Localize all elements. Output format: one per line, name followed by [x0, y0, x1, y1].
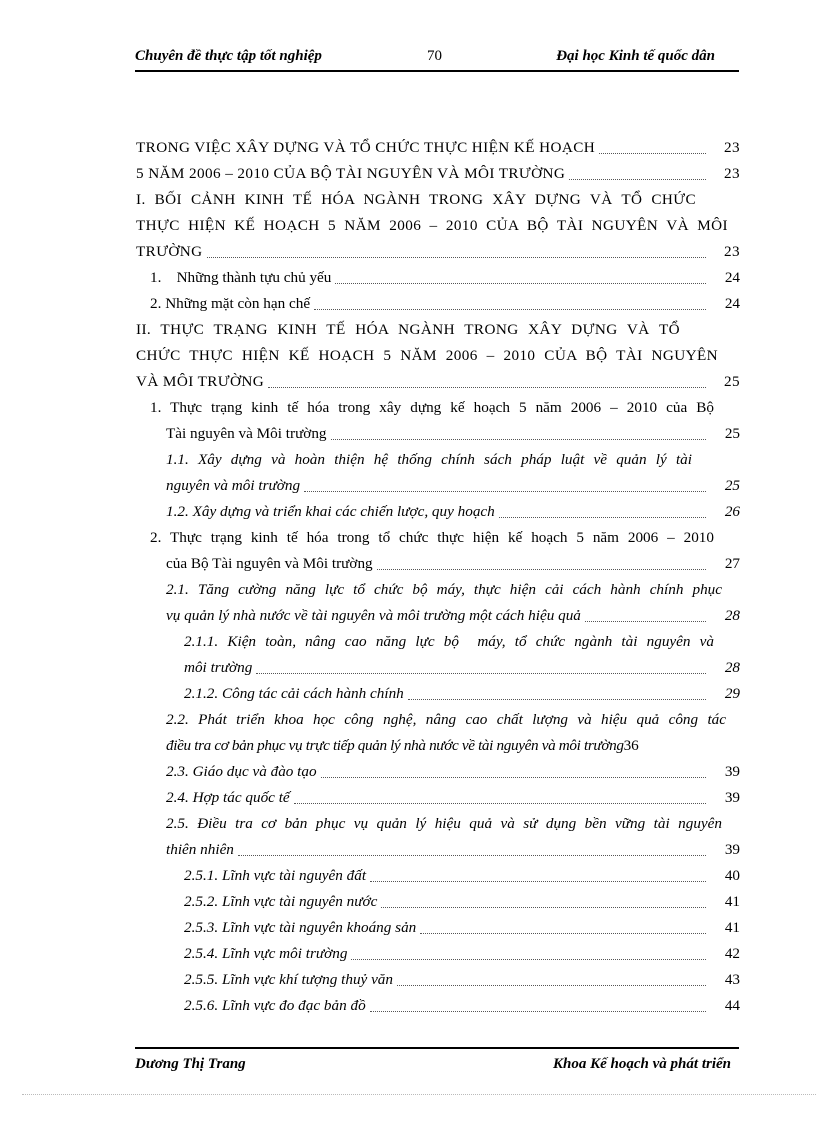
- toc-leader: [377, 568, 706, 570]
- toc-entry-text: 2.3. Giáo dục và đào tạo: [166, 763, 317, 780]
- toc-entry-text: 2. Những mặt còn hạn chế: [150, 295, 311, 312]
- toc-entry-text: Tài nguyên và Môi trường: [166, 425, 327, 442]
- toc-line: [136, 418, 740, 444]
- toc-entry-text: 1.1. Xây dựng và hoàn thiện hệ thống chính sách pháp luật về quản lý tài: [166, 451, 692, 468]
- toc-page-number: 26: [724, 503, 740, 520]
- toc-entry-text: CHỨC THỰC HIỆN KẾ HOẠCH 5 NĂM 2006 – 2010 CỦA BỘ TÀI NGUYÊN: [136, 347, 718, 364]
- toc-line: [136, 158, 740, 184]
- toc-leader: [599, 152, 706, 154]
- toc-entry-text: I. BỐI CẢNH KINH TẾ HÓA NGÀNH TRONG XÂY DỰNG VÀ TỔ CHỨC: [136, 191, 696, 208]
- toc-page-number: 29: [724, 685, 740, 702]
- toc-line: [136, 522, 740, 548]
- toc-entry-text: của Bộ Tài nguyên và Môi trường: [166, 555, 373, 572]
- toc-page-number: 39: [724, 789, 740, 806]
- toc-entry-text: THỰC HIỆN KẾ HOẠCH 5 NĂM 2006 – 2010 CỦA BỘ TÀI NGUYÊN VÀ MÔI: [136, 217, 728, 234]
- header-document-title: Chuyên đề thực tập tốt nghiệp: [135, 48, 322, 64]
- toc-line: [136, 912, 740, 938]
- toc-line: [136, 938, 740, 964]
- footer-author: Dương Thị Trang: [135, 1056, 246, 1072]
- header-university: Đại học Kinh tế quốc dân: [556, 48, 715, 64]
- toc-line: [136, 236, 740, 262]
- toc-entry-text: 2.5.1. Lĩnh vực tài nguyên đất: [184, 867, 367, 884]
- toc-page-number: 44: [724, 997, 740, 1014]
- toc-page-number: 39: [724, 763, 740, 780]
- toc-page-number: 25: [724, 477, 740, 494]
- toc-entry-text: môi trường: [184, 659, 253, 676]
- toc-line: [136, 132, 740, 158]
- page-footer: [135, 1056, 739, 1080]
- toc-leader: [314, 308, 706, 310]
- toc-line: [136, 860, 740, 886]
- header-page-number: 70: [427, 48, 442, 64]
- toc-line: [136, 834, 740, 860]
- toc-leader: [238, 854, 706, 856]
- toc-leader: [408, 698, 706, 700]
- toc-leader: [304, 490, 706, 492]
- toc-page-number: 27: [724, 555, 740, 572]
- table-of-contents: [136, 132, 740, 1016]
- toc-entry-text: 5 NĂM 2006 – 2010 CỦA BỘ TÀI NGUYÊN VÀ MÔI TRƯỜNG: [136, 165, 566, 182]
- toc-line: [136, 366, 740, 392]
- toc-entry-text: nguyên và môi trường: [166, 477, 301, 494]
- toc-line: [136, 210, 740, 236]
- toc-entry-text: 2.5.6. Lĩnh vực đo đạc bản đồ: [184, 997, 366, 1014]
- toc-page-number: 39: [724, 841, 740, 858]
- toc-entry-text: 2.1. Tăng cường năng lực tổ chức bộ máy, thực hiện cải cách hành chính phục: [166, 581, 722, 598]
- toc-line: [136, 288, 740, 314]
- toc-entry-text: 2.4. Hợp tác quốc tế: [166, 789, 290, 806]
- toc-page-number: 25: [724, 425, 740, 442]
- toc-line: [136, 184, 740, 210]
- toc-leader: [420, 932, 706, 934]
- toc-page-number: 43: [724, 971, 740, 988]
- toc-line: [136, 600, 740, 626]
- toc-leader: [499, 516, 706, 518]
- toc-entry-text: 2.5.4. Lĩnh vực môi trường: [184, 945, 348, 962]
- toc-leader: [207, 256, 707, 258]
- toc-page-number: 23: [724, 165, 740, 182]
- header-rule: [135, 70, 739, 72]
- toc-line: [136, 496, 740, 522]
- page-edge-divider: [22, 1094, 816, 1095]
- toc-entry-text: 1. Những thành tựu chủ yếu: [150, 269, 332, 286]
- toc-line: [136, 444, 740, 470]
- page-header: [135, 48, 739, 72]
- toc-line: [136, 392, 740, 418]
- toc-leader: [381, 906, 706, 908]
- footer-rule: [135, 1047, 739, 1049]
- toc-page-number: 41: [724, 919, 740, 936]
- toc-line: [136, 470, 740, 496]
- toc-line: [136, 262, 740, 288]
- toc-leader: [294, 802, 706, 804]
- toc-line: [136, 886, 740, 912]
- footer-faculty: Khoa Kế hoạch và phát triển: [553, 1056, 731, 1072]
- toc-line: [136, 808, 740, 834]
- toc-entry-text: TRƯỜNG: [136, 243, 203, 260]
- toc-page-number: 40: [724, 867, 740, 884]
- toc-entry-text: 1.2. Xây dựng và triển khai các chiến lược, quy hoạch: [166, 503, 495, 520]
- toc-leader: [256, 672, 706, 674]
- toc-leader: [331, 438, 706, 440]
- toc-entry-text: vụ quản lý nhà nước về tài nguyên và môi trường một cách hiệu quả: [166, 607, 581, 624]
- toc-entry-text: 2.5.5. Lĩnh vực khí tượng thuỷ văn: [184, 971, 393, 988]
- toc-leader: [397, 984, 706, 986]
- toc-leader: [268, 386, 706, 388]
- toc-leader: [370, 1010, 706, 1012]
- toc-entry-text: II. THỰC TRẠNG KINH TẾ HÓA NGÀNH TRONG XÂY DỰNG VÀ TỔ: [136, 321, 680, 338]
- toc-line: [136, 314, 740, 340]
- toc-line: [136, 652, 740, 678]
- toc-leader: [585, 620, 706, 622]
- toc-line: [136, 964, 740, 990]
- toc-entry-text: 2.5.2. Lĩnh vực tài nguyên nước: [184, 893, 378, 910]
- toc-entry-text: 2.5.3. Lĩnh vực tài nguyên khoáng sản: [184, 919, 417, 936]
- toc-line: [136, 340, 740, 366]
- toc-page-number: 23: [724, 139, 740, 156]
- toc-line: [136, 548, 740, 574]
- toc-entry-text: VÀ MÔI TRƯỜNG: [136, 373, 265, 390]
- toc-page-number: 28: [724, 659, 740, 676]
- toc-entry-text: 2.5. Điều tra cơ bản phục vụ quản lý hiệu quả và sử dụng bền vững tài nguyên: [166, 815, 722, 832]
- toc-leader: [370, 880, 706, 882]
- toc-line: [136, 626, 740, 652]
- toc-line: [136, 990, 740, 1016]
- toc-entry-text: 2.1.1. Kiện toàn, nâng cao năng lực bộ máy, tổ chức ngành tài nguyên và: [184, 633, 714, 650]
- toc-line: [136, 704, 740, 730]
- toc-leader: [335, 282, 706, 284]
- toc-page-number: 41: [724, 893, 740, 910]
- toc-line: [136, 730, 740, 756]
- toc-page-number: 36: [623, 737, 639, 754]
- toc-page-number: 24: [724, 295, 740, 312]
- toc-entry-text: 2.1.2. Công tác cải cách hành chính: [184, 685, 404, 702]
- toc-entry-text: 1. Thực trạng kinh tế hóa trong xây dựng kế hoạch 5 năm 2006 – 2010 của Bộ: [150, 399, 714, 416]
- toc-line: [136, 678, 740, 704]
- toc-page-number: 25: [724, 373, 740, 390]
- toc-line: [136, 574, 740, 600]
- toc-leader: [321, 776, 706, 778]
- toc-entry-text: 2.2. Phát triển khoa học công nghệ, nâng cao chất lượng và hiệu quả công tác: [166, 711, 726, 728]
- toc-entry-text: điều tra cơ bản phục vụ trực tiếp quản lý nhà nước về tài nguyên và môi trường: [166, 737, 624, 754]
- toc-entry-text: TRONG VIỆC XÂY DỰNG VÀ TỔ CHỨC THỰC HIỆN KẾ HOẠCH: [136, 139, 596, 156]
- toc-leader: [351, 958, 706, 960]
- toc-entry-text: 2. Thực trạng kinh tế hóa trong tổ chức thực hiện kế hoạch 5 năm 2006 – 2010: [150, 529, 714, 546]
- toc-line: [136, 756, 740, 782]
- toc-leader: [569, 178, 706, 180]
- toc-page-number: 42: [724, 945, 740, 962]
- toc-page-number: 28: [724, 607, 740, 624]
- toc-page-number: 23: [724, 243, 740, 260]
- toc-page-number: 24: [724, 269, 740, 286]
- toc-line: [136, 782, 740, 808]
- toc-entry-text: thiên nhiên: [166, 841, 234, 858]
